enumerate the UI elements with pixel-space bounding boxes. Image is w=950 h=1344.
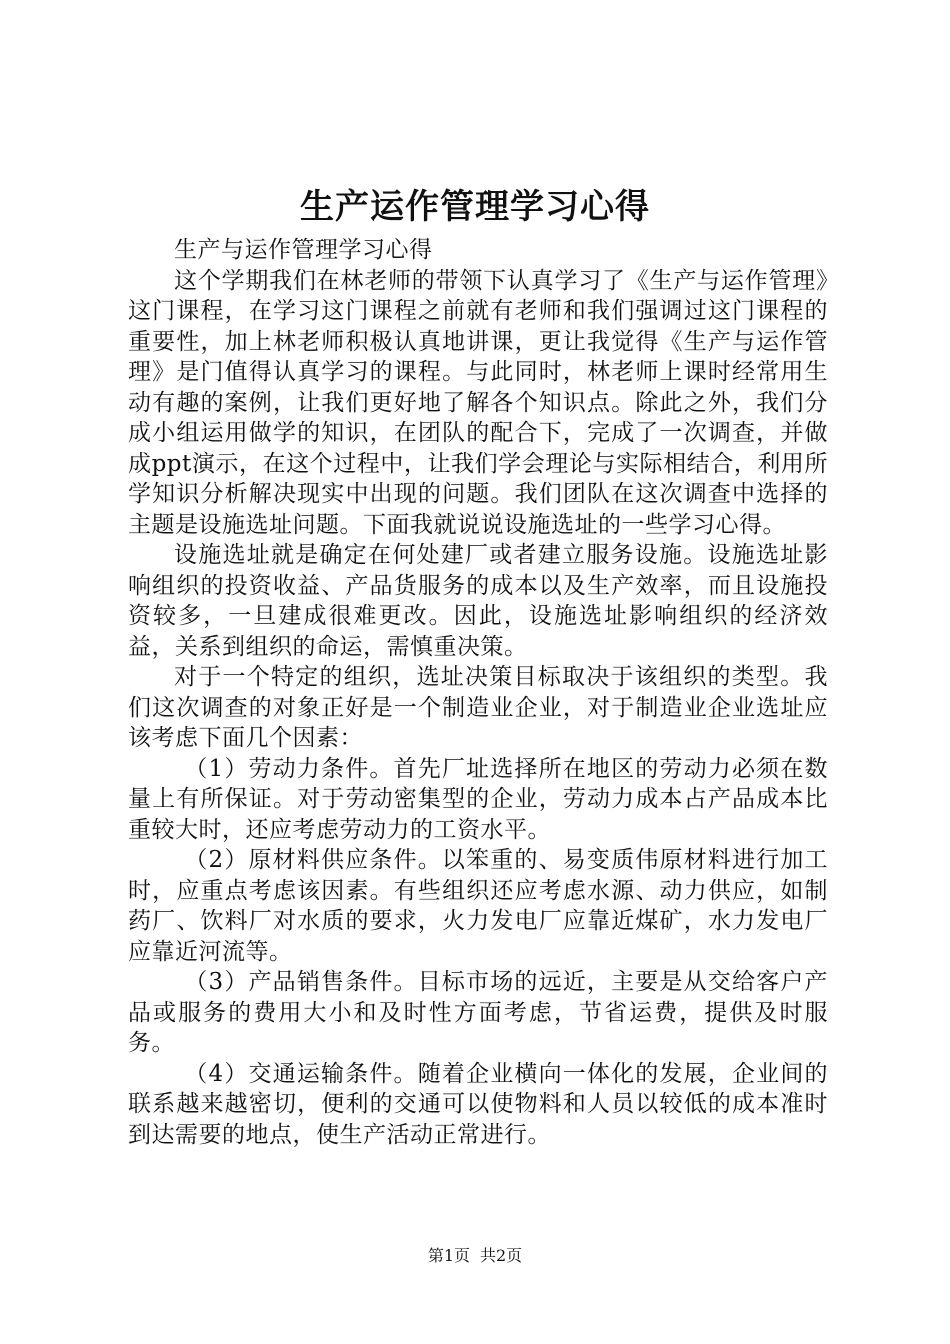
intro-paragraph: 这个学期我们在林老师的带领下认真学习了《生产与运作管理》这门课程，在学习这门课程之前就有老师和我们强调过这门课程的重要性，加上林老师积极认真地讲课，更让我觉得《生产与运作管理》是门值得认真学习的课程。与此同时，林老师上课时经常用生动有趣的案例，让我们更好地了解各个知识点。除此之外，我们分成小组运用做学的知识，在团队的配合下，完成了一次调查，并做成ppt演示，在这个过程中，让我们学会理论与实际相结合，利用所学知识分析解决现实中出现的问题。我们团队在这次调查中选择的主题是设施选址问题。下面我就说说设施选址的一些学习心得。 <box>128 267 828 538</box>
factor-sales-paragraph: （3）产品销售条件。目标市场的远近，主要是从交给客户产品或服务的费用大小和及时性方面考虑，节省运费，提供及时服务。 <box>128 969 828 1056</box>
definition-paragraph: 设施选址就是确定在何处建厂或者建立服务设施。设施选址影响组织的投资收益、产品货服务的成本以及生产效率，而且设施投资较多，一旦建成很难更改。因此，设施选址影响组织的经济效益，关系到组织的命运，需慎重决策。 <box>128 542 828 660</box>
factor-labor-paragraph: （1）劳动力条件。首先厂址选择所在地区的劳动力必须在数量上有所保证。对于劳动密集型的企业，劳动力成本占产品成本比重较大时，还应考虑劳动力的工资水平。 <box>128 755 828 843</box>
page-total: 共2页 <box>480 1246 523 1265</box>
subtitle-paragraph: 生产与运作管理学习心得 <box>174 237 433 263</box>
page-footer <box>0 1246 950 1266</box>
page-number: 第1页 <box>427 1246 470 1265</box>
factors-intro-paragraph: 对于一个特定的组织，选址决策目标取决于该组织的类型。我们这次调查的对象正好是一个制造业企业，对于制造业企业选址应该考虑下面几个因素： <box>128 664 828 751</box>
factor-transport-paragraph: （4）交通运输条件。随着企业横向一体化的发展，企业间的联系越来越密切，便利的交通可以使物料和人员以较低的成本准时到达需要的地点，使生产活动正常进行。 <box>128 1060 828 1148</box>
document-body <box>128 235 828 1150</box>
factor-material-paragraph: （2）原材料供应条件。以笨重的、易变质伟原材料进行加工时，应重点考虑该因素。有些组织还应考虑水源、动力供应，如制药厂、饮料厂对水质的要求，火力发电厂应靠近煤矿，水力发电厂应靠近河流等。 <box>128 847 828 965</box>
document-title: 生产运作管理学习心得 <box>300 187 650 227</box>
